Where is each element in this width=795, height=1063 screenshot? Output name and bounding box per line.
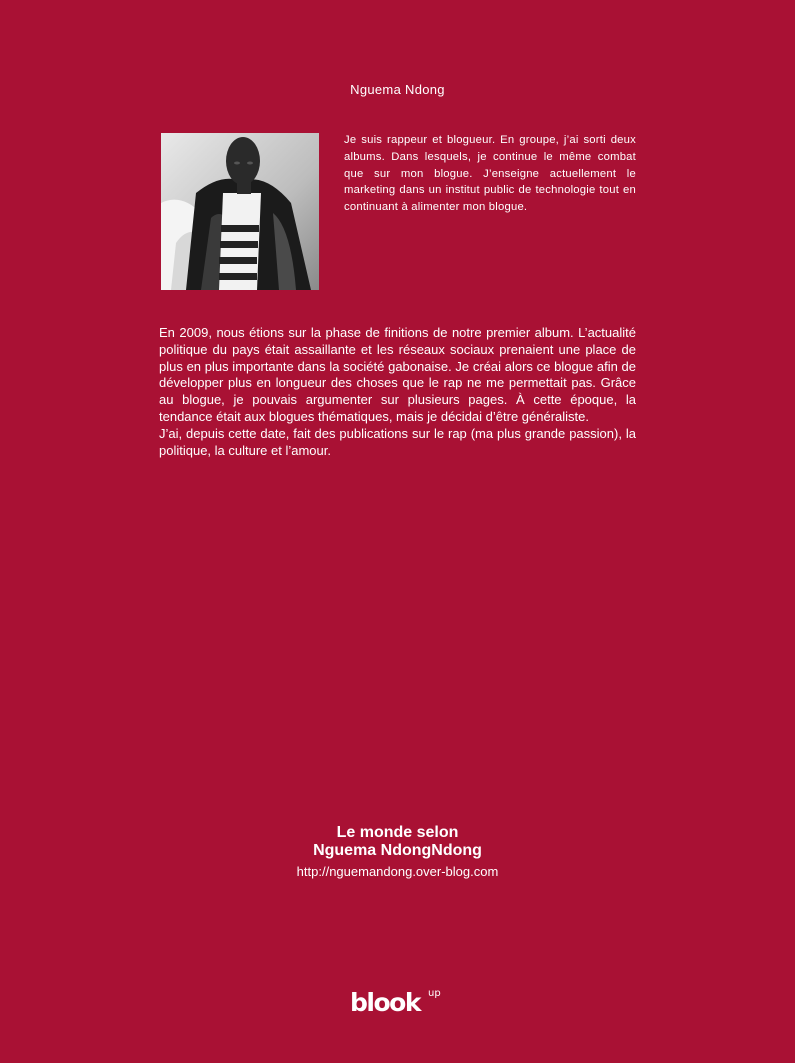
portrait-image: [161, 133, 319, 290]
logo-text: blook: [350, 988, 420, 1017]
blookup-logo: [350, 988, 450, 1022]
author-name: Nguema Ndong: [350, 82, 445, 97]
blog-url: http://nguemandong.over-blog.com: [296, 864, 499, 879]
author-bio: Je suis rappeur et blogueur. En groupe, j’ai sorti deux albums. Dans lesquels, je continue le même combat que sur mon blogue. J’enseigne actuellement le marketing dans un institut public de technologie tout en continuant à alimenter mon blogue.: [344, 134, 636, 214]
author-photo: [161, 133, 319, 290]
story-paragraph: J’ai, depuis cette date, fait des publications sur le rap (ma plus grande passion), la politique, la culture et l’amour.: [159, 425, 636, 458]
story-paragraph: En 2009, nous étions sur la phase de finitions de notre premier album. L’actualité politique du pays était assaillante et les réseaux sociaux prenaient une place de plus en plus importante dans la société gabonaise. Je créai alors ce blogue afin de développer plus en longueur des choses que le rap ne me permettait pas. Grâce au blogue, je pouvais argumenter sur plusieurs pages. À cette époque, la tendance était aux blogues thématiques, mais je décidai d’être généraliste.: [159, 325, 636, 424]
book-title: [0, 824, 795, 860]
book-title-line-2: Nguema NdongNdong: [313, 842, 482, 859]
book-title-line-1: Le monde selon: [336, 824, 459, 841]
blog-story: [159, 325, 636, 459]
logo-superscript: up: [428, 988, 441, 999]
